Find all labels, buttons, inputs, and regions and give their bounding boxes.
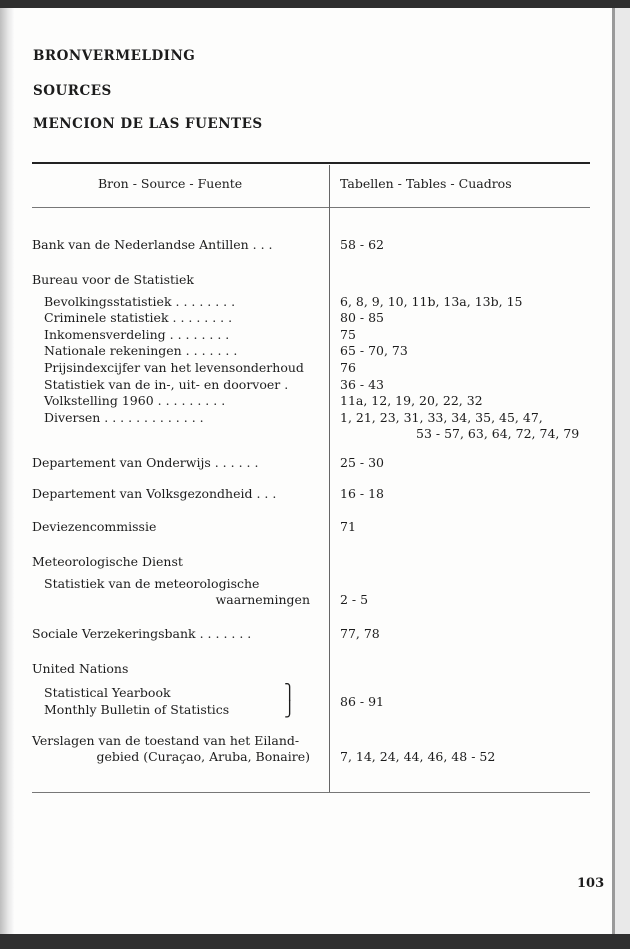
heading-dutch: BRONVERMELDING	[33, 48, 196, 64]
page-binding-edge	[0, 8, 14, 934]
source-row: Nationale rekeningen . . . . . . .	[44, 343, 238, 358]
heading-spanish: MENCION DE LAS FUENTES	[33, 116, 263, 132]
tables-cell: 80 - 85	[340, 310, 384, 325]
tables-cell: 75	[340, 327, 356, 342]
source-row: Bank van de Nederlandse Antillen . . .	[32, 237, 273, 252]
source-row: Volkstelling 1960 . . . . . . . . .	[44, 393, 226, 408]
tables-cell: 11a, 12, 19, 20, 22, 32	[340, 393, 483, 408]
source-row: Monthly Bulletin of Statistics	[44, 702, 230, 717]
source-row: Diversen . . . . . . . . . . . . .	[44, 410, 204, 425]
source-row: Inkomensverdeling . . . . . . . .	[44, 327, 230, 342]
header-tables: Tabellen - Tables - Cuadros	[340, 176, 512, 191]
source-row: Departement van Onderwijs . . . . . .	[32, 455, 259, 470]
table-bottom-rule	[32, 792, 590, 793]
tables-cell-cont: 53 - 57, 63, 64, 72, 74, 79	[416, 426, 580, 441]
source-row: Meteorologische Dienst	[32, 554, 183, 569]
tables-cell: 6, 8, 9, 10, 11b, 13a, 13b, 15	[340, 294, 523, 309]
source-row-cont: waarnemingen	[215, 592, 310, 607]
source-row: United Nations	[32, 661, 129, 676]
next-page-strip	[615, 8, 630, 934]
source-row: Bureau voor de Statistiek	[32, 272, 194, 287]
table-top-rule	[32, 162, 590, 164]
tables-cell: 7, 14, 24, 44, 46, 48 - 52	[340, 749, 496, 764]
source-row: Verslagen van de toestand van het Eiland-	[32, 733, 300, 748]
source-row: Departement van Volksgezondheid . . .	[32, 486, 277, 501]
brace-symbol: ⎫ ⎭	[284, 683, 296, 718]
header-bottom-rule	[32, 207, 590, 208]
column-divider	[329, 165, 330, 792]
page-number: 103	[577, 876, 605, 891]
document-page	[2, 8, 616, 934]
tables-cell: 58 - 62	[340, 237, 384, 252]
tables-cell: 1, 21, 23, 31, 33, 34, 35, 45, 47,	[340, 410, 543, 425]
source-row: Prijsindexcijfer van het levensonderhoud	[44, 360, 304, 375]
heading-english: SOURCES	[33, 83, 112, 99]
source-row: Criminele statistiek . . . . . . . .	[44, 310, 233, 325]
tables-cell: 2 - 5	[340, 592, 369, 607]
tables-cell: 25 - 30	[340, 455, 384, 470]
source-row: Sociale Verzekeringsbank . . . . . . .	[32, 626, 252, 641]
source-row-cont: gebied (Curaçao, Aruba, Bonaire)	[96, 749, 310, 764]
tables-cell: 16 - 18	[340, 486, 384, 501]
source-row: Statistiek van de meteorologische	[44, 576, 260, 591]
source-row: Statistiek van de in-, uit- en doorvoer .	[44, 377, 289, 392]
source-row: Deviezencommissie	[32, 519, 157, 534]
tables-cell: 65 - 70, 73	[340, 343, 408, 358]
tables-cell: 76	[340, 360, 356, 375]
source-row: Bevolkingsstatistiek . . . . . . . .	[44, 294, 236, 309]
source-row: Statistical Yearbook	[44, 685, 171, 700]
tables-cell: 36 - 43	[340, 377, 384, 392]
tables-cell: 71	[340, 519, 356, 534]
tables-cell: 86 - 91	[340, 694, 384, 709]
header-source: Bron - Source - Fuente	[98, 176, 243, 191]
tables-cell: 77, 78	[340, 626, 380, 641]
